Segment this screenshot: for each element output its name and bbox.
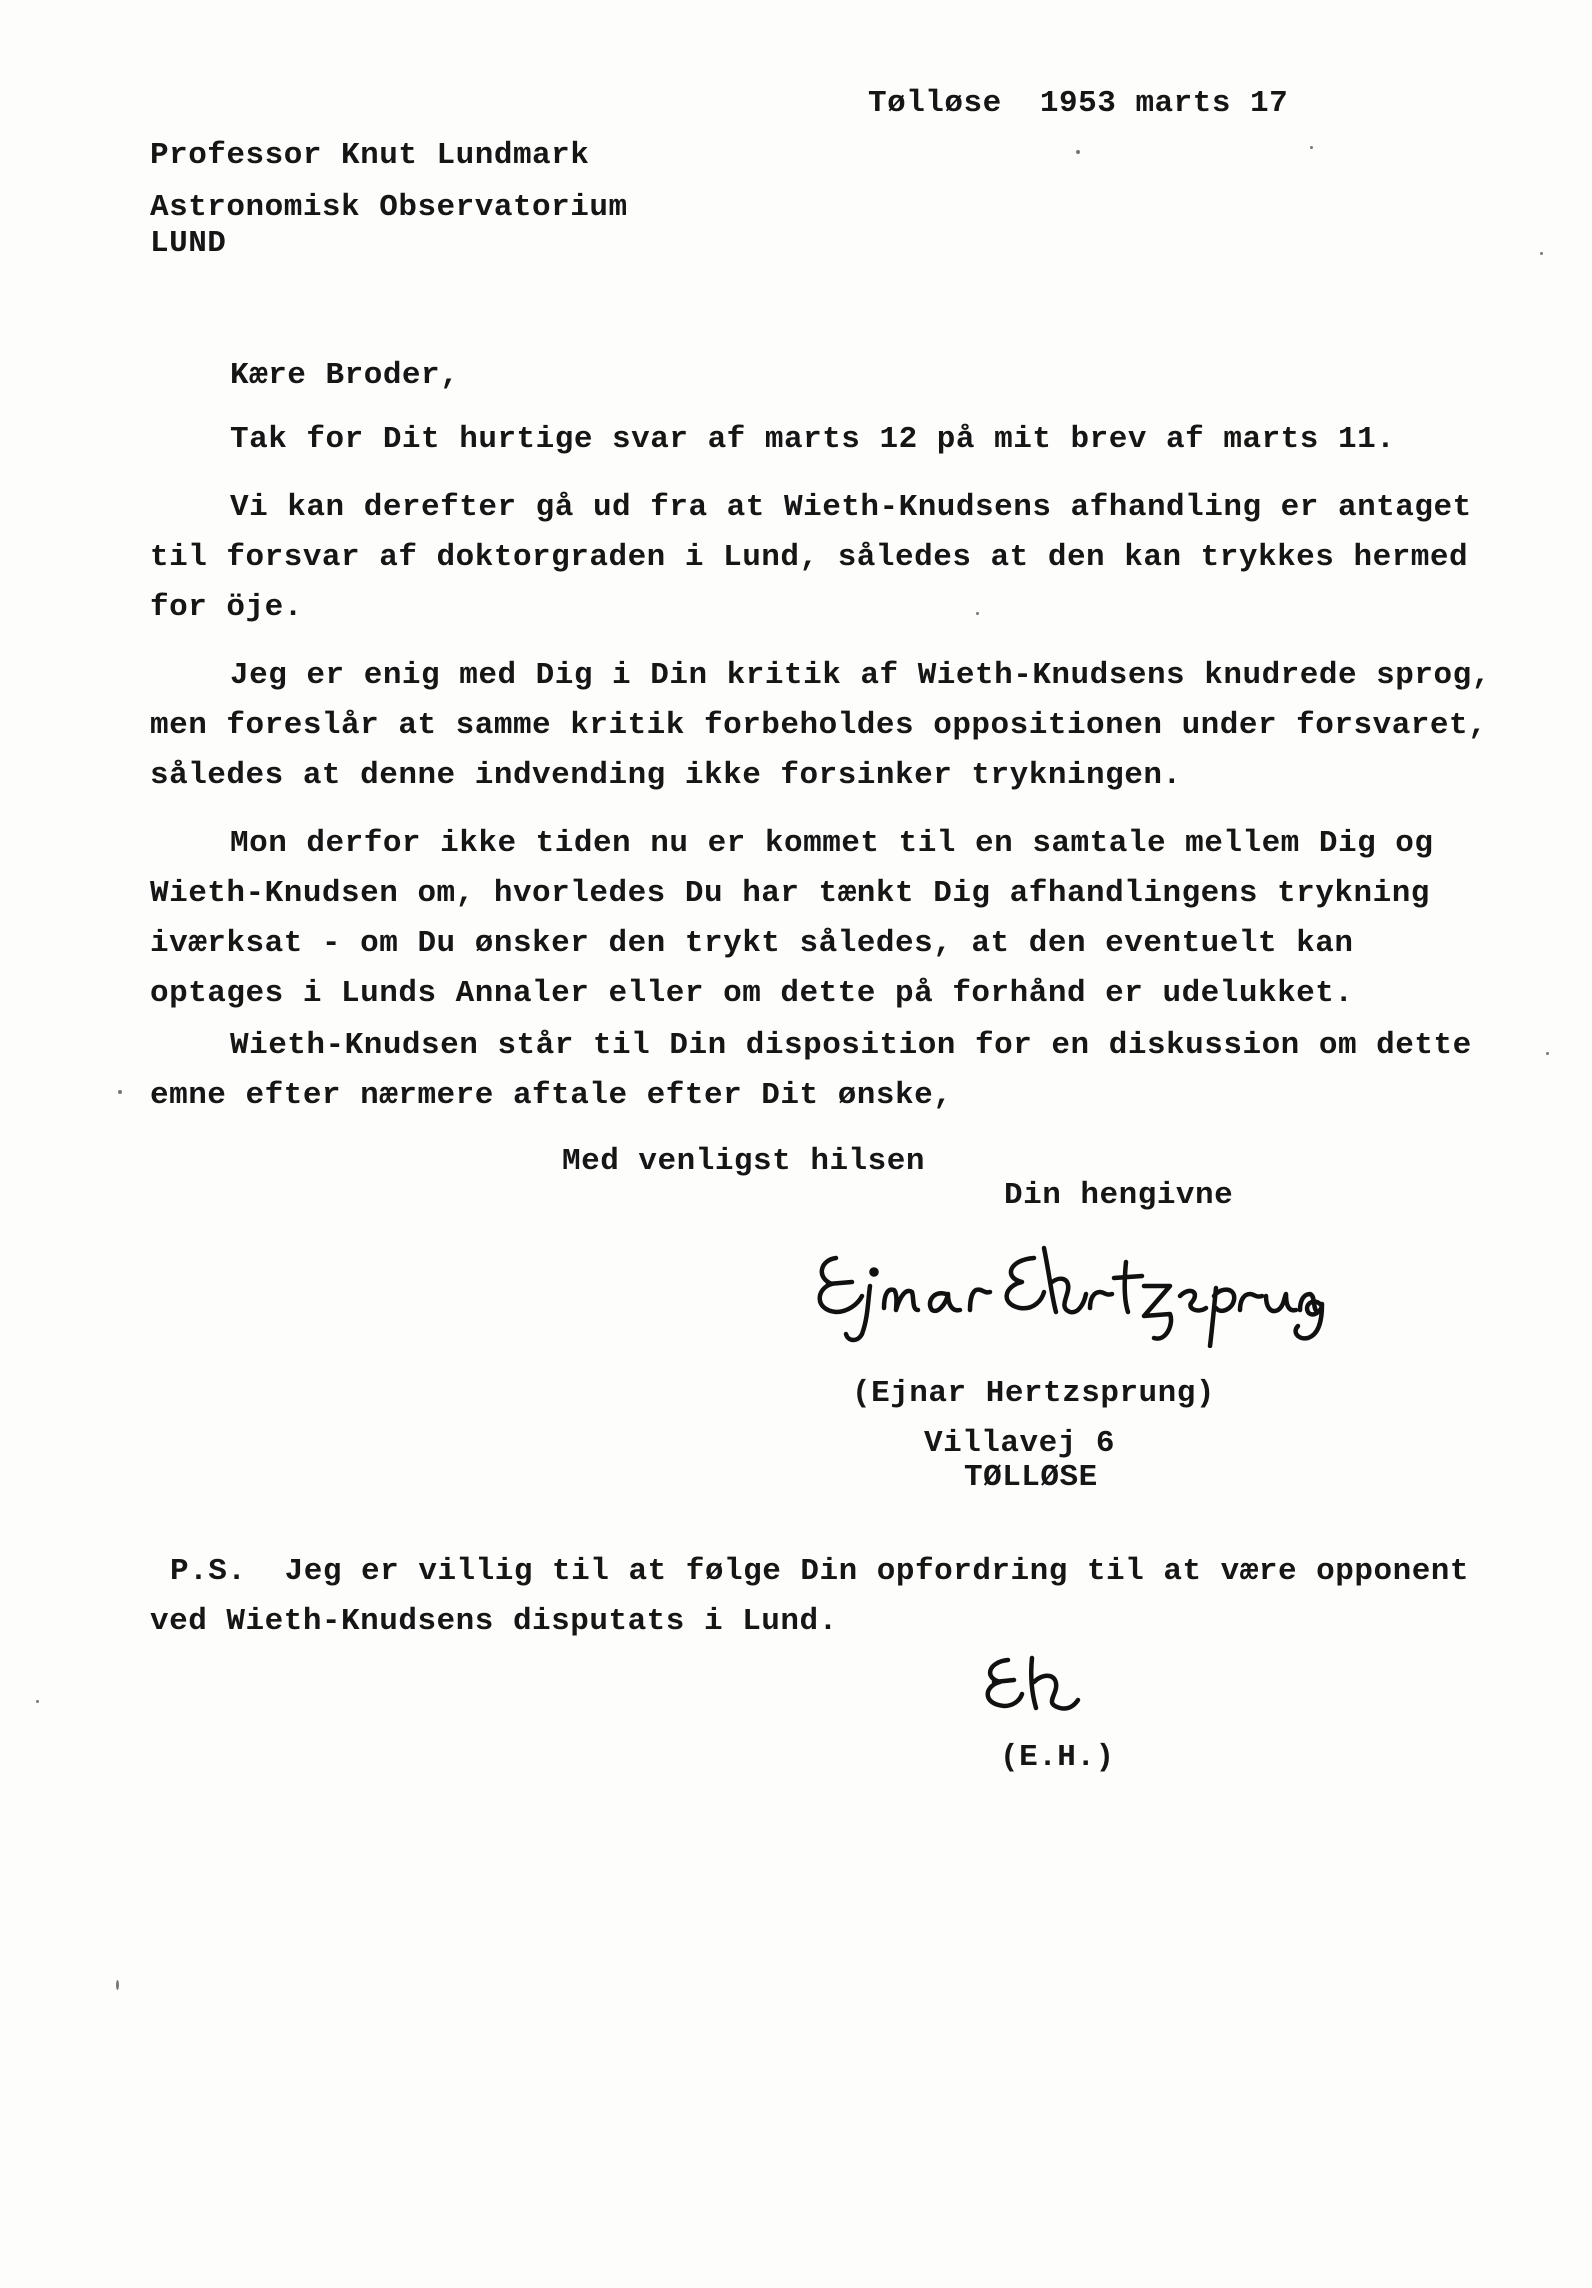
paper-speck — [1546, 1052, 1549, 1055]
paragraph-5-line-2: emne efter nærmere aftale efter Dit ønske, — [150, 1078, 953, 1113]
sender-name: (Ejnar Hertzsprung) — [852, 1376, 1215, 1411]
closing-greeting: Med venligst hilsen — [562, 1144, 925, 1179]
paragraph-2-line-1: Vi kan derefter gå ud fra at Wieth-Knudsens afhandling er antaget — [230, 490, 1472, 525]
paragraph-3-line-1: Jeg er enig med Dig i Din kritik af Wieth-Knudsens knudrede sprog, — [230, 658, 1491, 693]
sender-town: TØLLØSE — [964, 1460, 1098, 1495]
paragraph-4-line-3: iværksat - om Du ønsker den trykt således, at den eventuelt kan — [150, 926, 1354, 961]
sender-initials: (E.H.) — [1000, 1740, 1115, 1775]
paragraph-3-line-3: således at denne indvending ikke forsinker trykningen. — [150, 758, 1182, 793]
paper-speck — [976, 612, 979, 615]
paper-speck — [116, 1980, 119, 1990]
paper-speck — [1310, 146, 1313, 149]
paragraph-3-line-2: men foreslår at samme kritik forbeholdes oppositionen under forsvaret, — [150, 708, 1488, 743]
paragraph-1-line-1: Tak for Dit hurtige svar af marts 12 på mit brev af marts 11. — [230, 422, 1396, 457]
paper-speck — [118, 1090, 122, 1094]
paper-speck — [1540, 252, 1543, 255]
paragraph-2-line-2: til forsvar af doktorgraden i Lund, således at den kan trykkes hermed — [150, 540, 1469, 575]
recipient-city: LUND — [150, 226, 227, 261]
handwritten-signature — [808, 1238, 1328, 1348]
recipient-name: Professor Knut Lundmark — [150, 138, 590, 173]
salutation: Kære Broder, — [230, 358, 460, 393]
paragraph-4-line-4: optages i Lunds Annaler eller om dette på forhånd er udelukket. — [150, 976, 1354, 1011]
closing-signoff: Din hengivne — [1004, 1178, 1234, 1213]
postscript-line-2: ved Wieth-Knudsens disputats i Lund. — [150, 1604, 838, 1639]
paragraph-2-line-3: for öje. — [150, 590, 303, 625]
paper-speck — [1076, 150, 1080, 154]
sender-street: Villavej 6 — [924, 1426, 1116, 1461]
handwritten-initials — [974, 1650, 1084, 1720]
letter-date: Tølløse 1953 marts 17 — [868, 86, 1289, 121]
postscript-line-1: P.S. Jeg er villig til at følge Din opfordring til at være opponent — [170, 1554, 1470, 1589]
paragraph-4-line-2: Wieth-Knudsen om, hvorledes Du har tænkt Dig afhandlingens trykning — [150, 876, 1430, 911]
paragraph-5-line-1: Wieth-Knudsen står til Din disposition for en diskussion om dette — [230, 1028, 1472, 1063]
recipient-institution: Astronomisk Observatorium — [150, 190, 628, 225]
paper-speck — [36, 1700, 39, 1703]
paragraph-4-line-1: Mon derfor ikke tiden nu er kommet til en samtale mellem Dig og — [230, 826, 1434, 861]
